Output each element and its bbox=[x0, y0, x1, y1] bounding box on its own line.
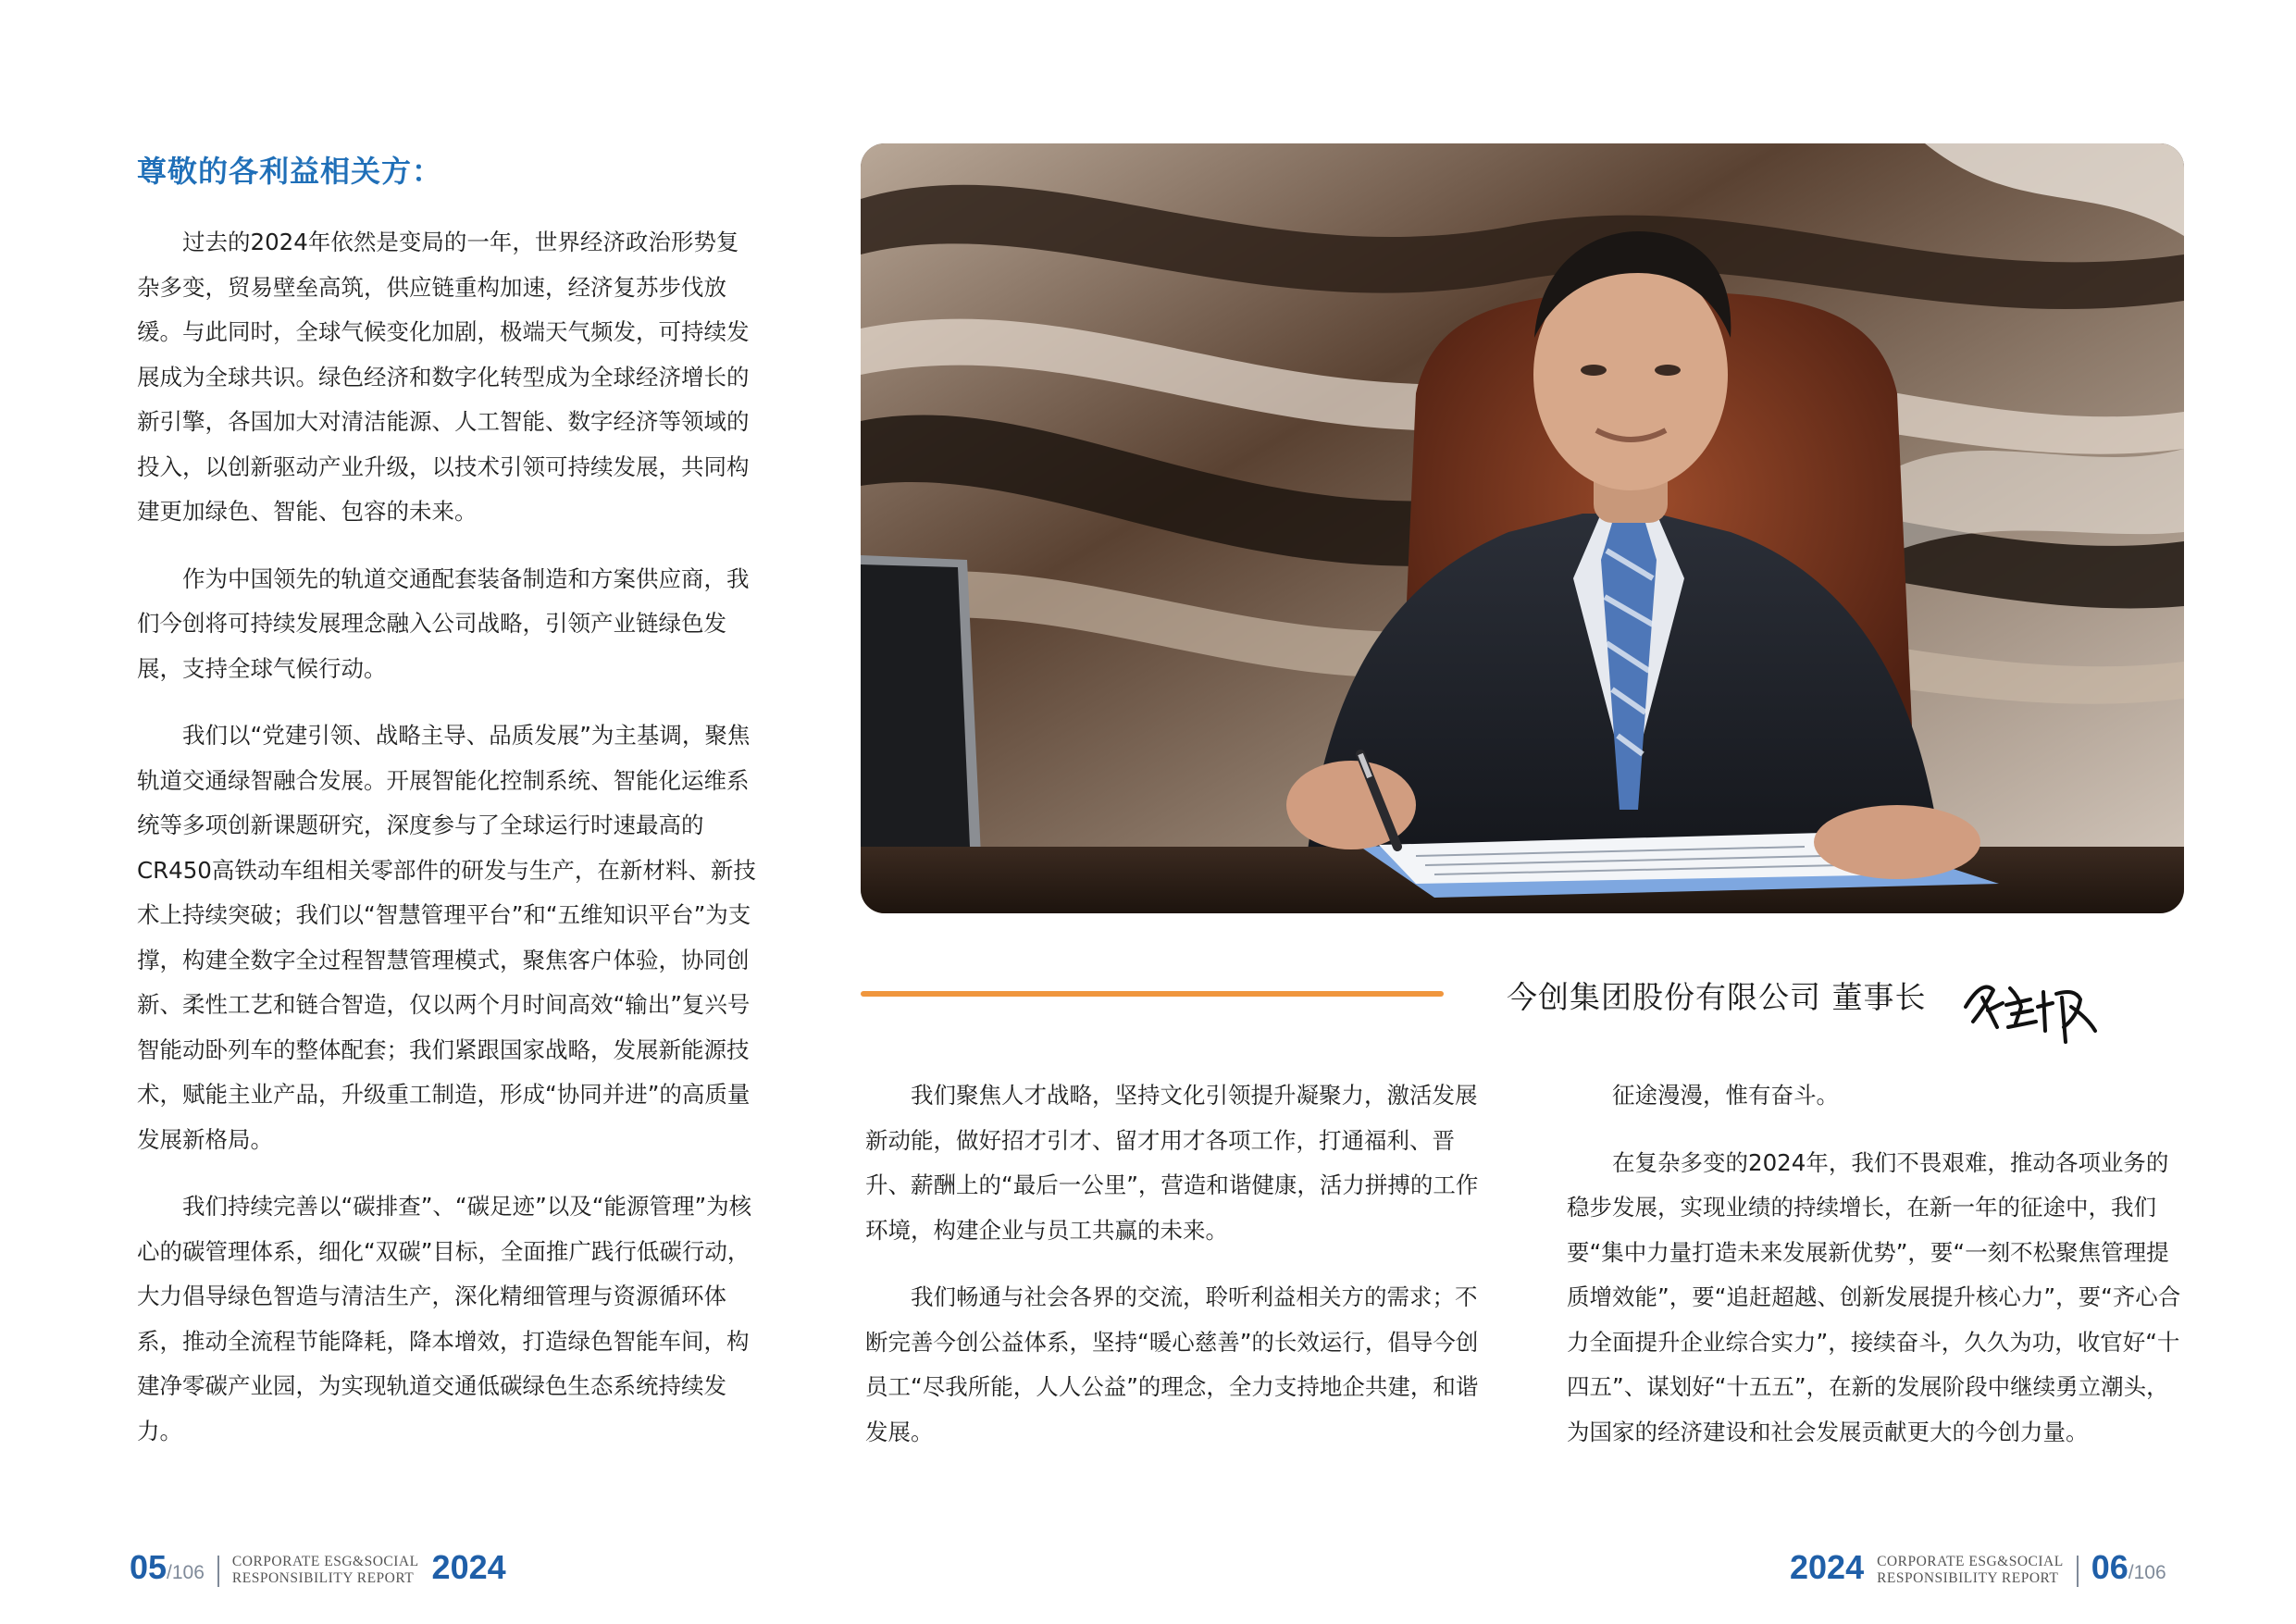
report-year: 2024 bbox=[1790, 1548, 1865, 1586]
letter-column-2 bbox=[865, 1073, 1485, 1477]
footer-left bbox=[130, 1531, 506, 1587]
report-name-line: CORPORATE ESG&SOCIAL bbox=[1877, 1554, 2064, 1569]
paragraph: 我们以“党建引领、战略主导、品质发展”为主基调，聚焦轨道交通绿智融合发展。开展智能化控制系统、智能化运维系统等多项创新课题研究，深度参与了全球运行时速最高的CR450高铁动车组相关零部件的研发与生产，在新材料、新技术上持续突破；我们以“智慧管理平台”和“五维知识平台”为支撑，构建全数字全过程智慧管理模式，聚焦客户体验，协同创新、柔性工艺和链合智造，仅以两个月时间高效“输出”复兴号智能动卧列车的整体配套；我们紧跟国家战略，发展新能源技术，赋能主业产品，升级重工制造，形成“协同并进”的高质量发展新格局。 bbox=[137, 722, 756, 1153]
page-current: 05 bbox=[130, 1548, 168, 1586]
paragraph: 作为中国领先的轨道交通配套装备制造和方案供应商，我们今创将可持续发展理念融入公司战略，引领产业链绿色发展，支持全球气候行动。 bbox=[137, 564, 750, 682]
paragraph: 征途漫漫，惟有奋斗。 bbox=[1612, 1082, 1839, 1109]
report-name-line: RESPONSIBILITY REPORT bbox=[1877, 1570, 2059, 1586]
page-total: /106 bbox=[2128, 1562, 2166, 1583]
paragraph: 我们持续完善以“碳排查”、“碳足迹”以及“能源管理”为核心的碳管理体系，细化“双碳”目标，全面推广践行低碳行动，大力倡导绿色智造与清洁生产，深化精细管理与资源循环体系，推动全流程节能降耗，降本增效，打造绿色智能车间，构建净零碳产业园，为实现轨道交通低碳绿色生态系统持续发力。 bbox=[137, 1193, 752, 1444]
report-name-line: RESPONSIBILITY REPORT bbox=[231, 1570, 415, 1586]
chairman-photo bbox=[861, 143, 2184, 913]
footer-right bbox=[1790, 1531, 2166, 1587]
chairman-title: 今创集团股份有限公司 董事长 bbox=[1507, 979, 1927, 1015]
letter-column-3 bbox=[1567, 1073, 2182, 1477]
letter-heading: 尊敬的各利益相关方： bbox=[137, 154, 443, 189]
paragraph: 我们聚焦人才战略，坚持文化引领提升凝聚力，激活发展新动能，做好招才引才、留才用才各项工作，打通福利、晋升、薪酬上的“最后一公里”，营造和谐健康，活力拼搏的工作环境，构建企业与员工共赢的未来。 bbox=[865, 1082, 1479, 1244]
report-name bbox=[1877, 1554, 2064, 1587]
page-current: 06 bbox=[2091, 1548, 2128, 1586]
page-total: /106 bbox=[167, 1562, 205, 1583]
paragraph: 过去的2024年依然是变局的一年，世界经济政治形势复杂多变，贸易壁垒高筑，供应链重构加速，经济复苏步伐放缓。与此同时，全球气候变化加剧，极端天气频发，可持续发展成为全球共识。绿色经济和数字化转型成为全球经济增长的新引擎，各国加大对清洁能源、人工智能、数字经济等领域的投入，以创新驱动产业升级，以技术引领可持续发展，共同构建更加绿色、智能、包容的未来。 bbox=[137, 229, 750, 525]
chairman-signature bbox=[1960, 970, 2099, 1044]
paragraph: 在复杂多变的2024年，我们不畏艰难，推动各项业务的稳步发展，实现业绩的持续增长，在新一年的征途中，我们要“集中力量打造未来发展新优势”，要“一刻不松聚焦管理提质增效能”，要“追赶超越、创新发展提升核心力”，要“齐心合力全面提升企业综合实力”，接续奋斗，久久为功，收官好“十四五”、谋划好“十五五”，在新的发展阶段中继续勇立潮头，为国家的经济建设和社会发展贡献更大的今创力量。 bbox=[1567, 1148, 2181, 1445]
paragraph: 我们畅通与社会各界的交流，聆听利益相关方的需求；不断完善今创公益体系，坚持“暖心慈善”的长效运行，倡导今创员工“尽我所能，人人公益”的理念，全力支持地企共建，和谐发展。 bbox=[865, 1283, 1479, 1445]
letter-column-1 bbox=[137, 220, 759, 1476]
report-name bbox=[232, 1554, 419, 1587]
footer-divider bbox=[2077, 1556, 2079, 1587]
footer-divider bbox=[217, 1556, 219, 1587]
report-name-line: CORPORATE ESG&SOCIAL bbox=[231, 1554, 419, 1569]
page-number bbox=[2091, 1548, 2166, 1587]
accent-rule bbox=[861, 991, 1444, 997]
page-number bbox=[130, 1548, 205, 1587]
report-year: 2024 bbox=[431, 1548, 506, 1586]
